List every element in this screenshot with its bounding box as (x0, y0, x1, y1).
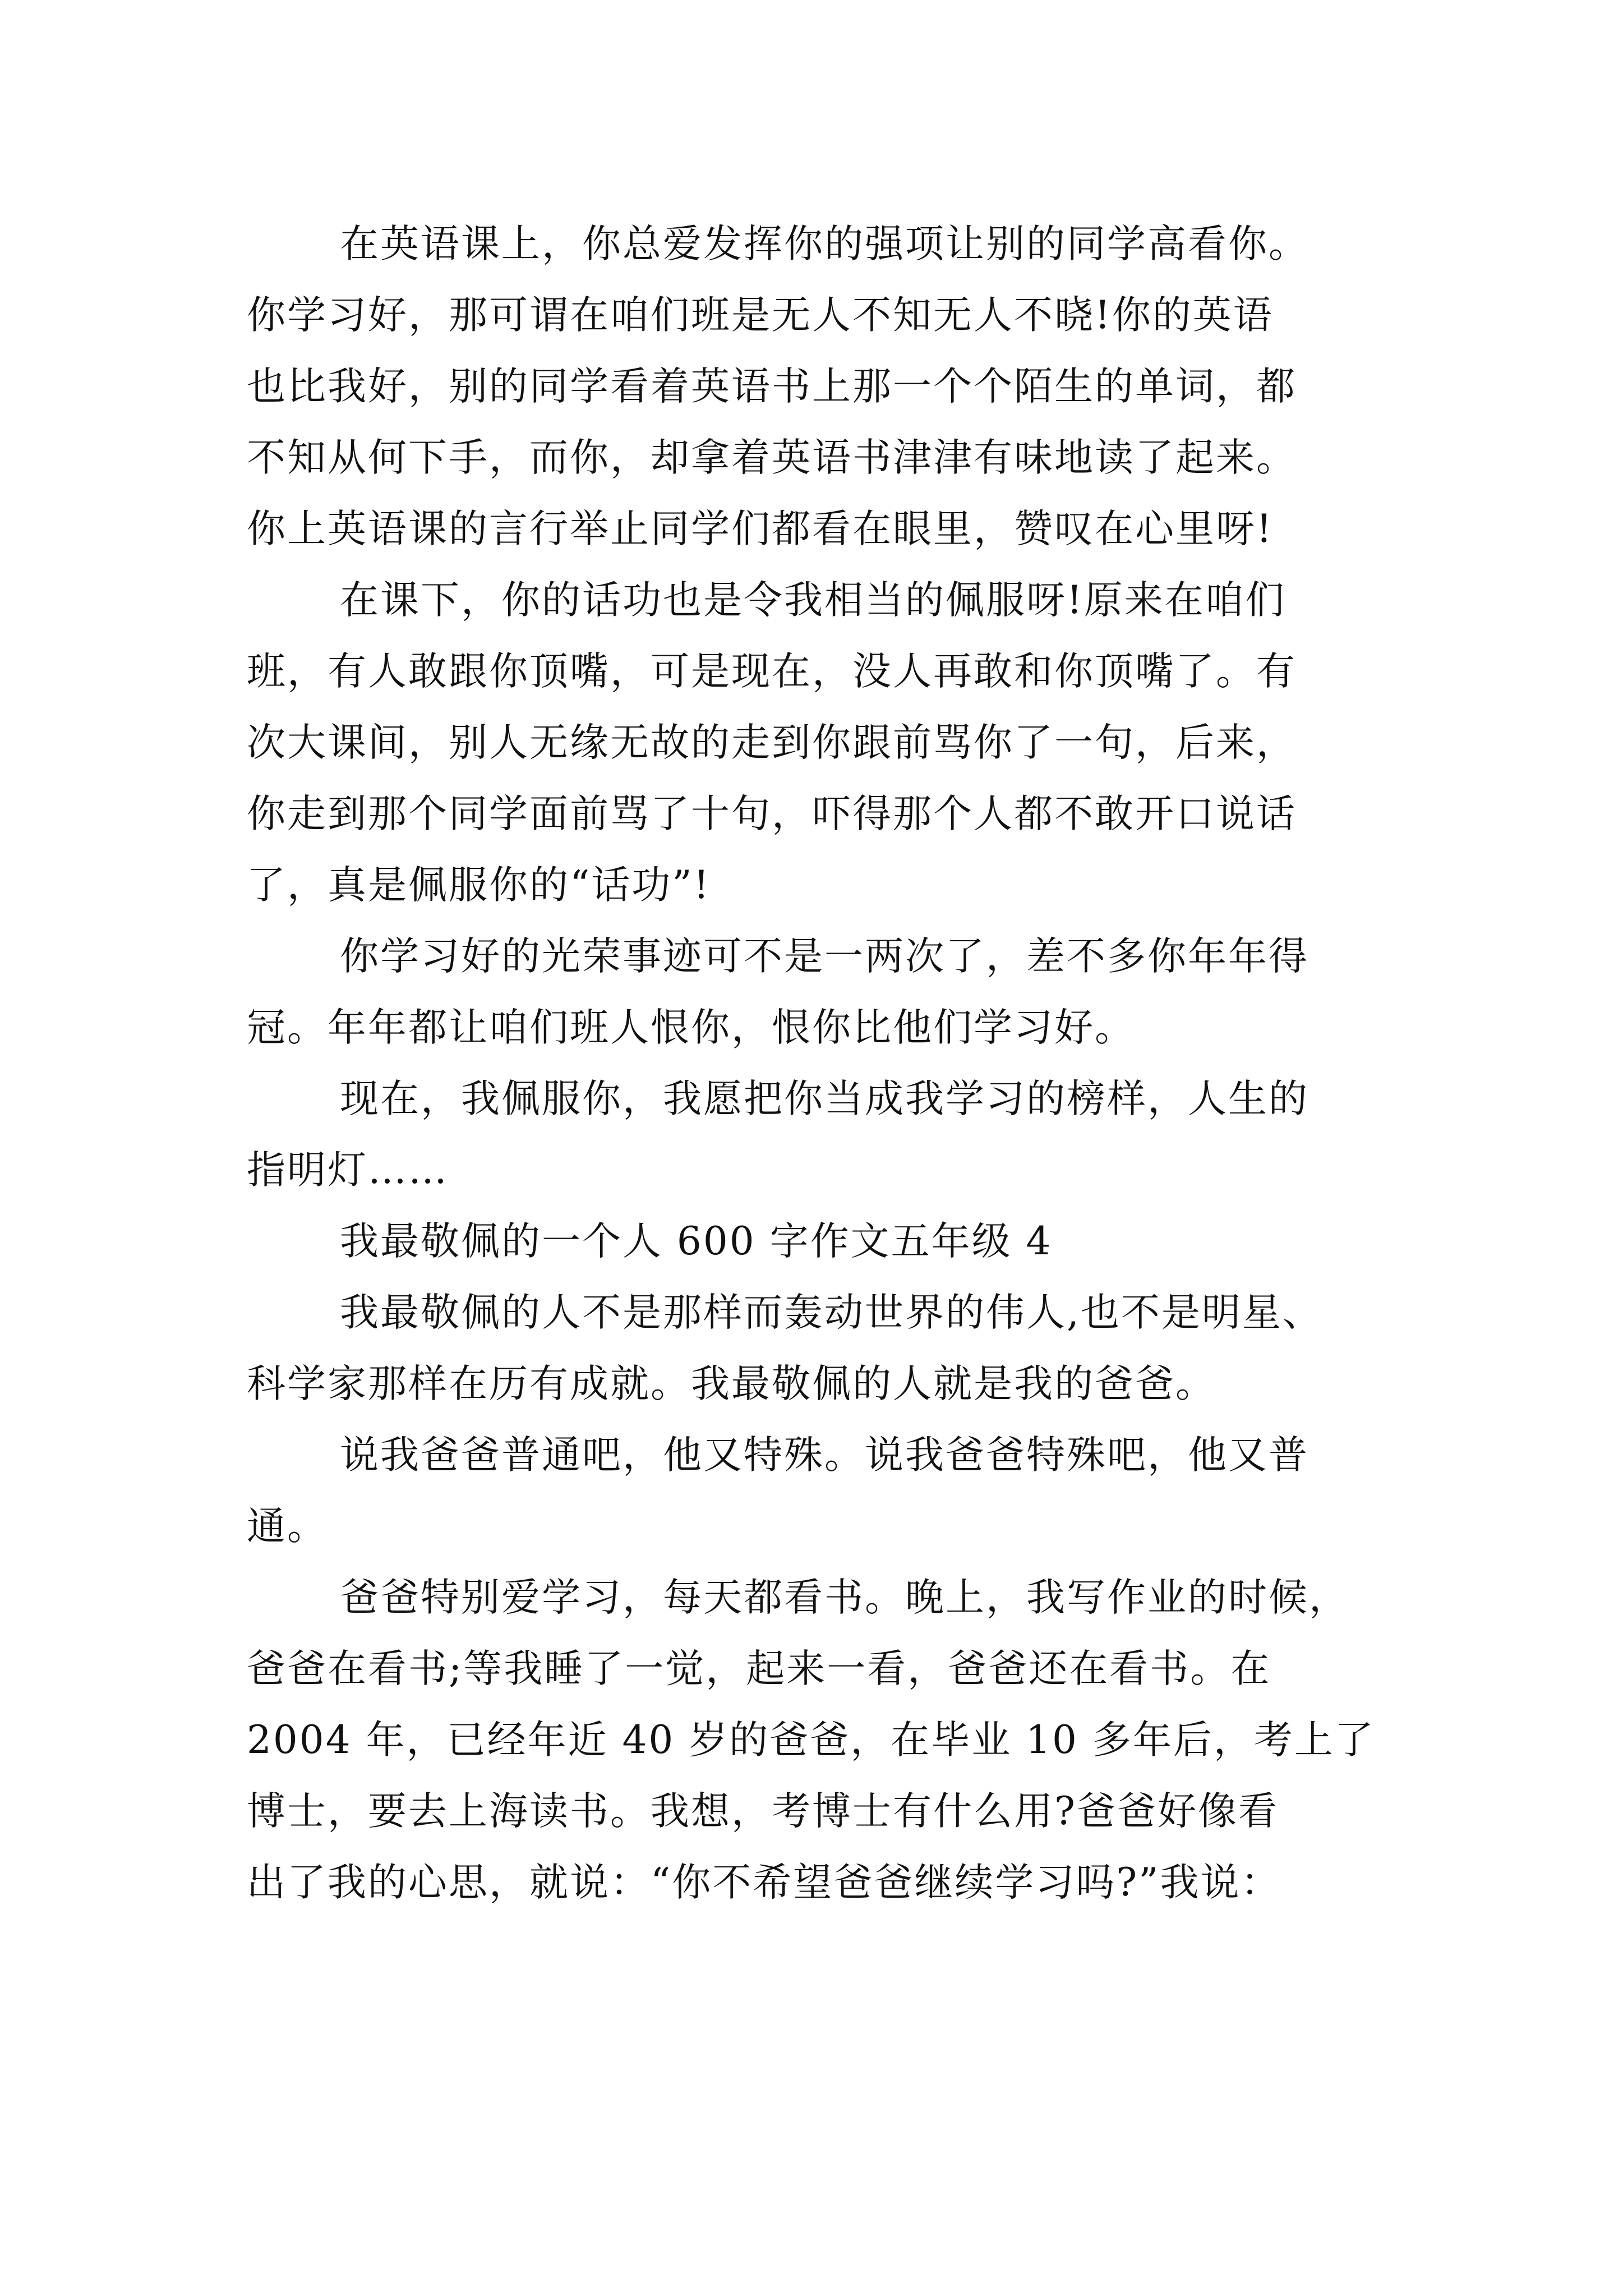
paragraph-line: 科学家那样在历有成就。我最敬佩的人就是我的爸爸。 (247, 1361, 1216, 1406)
paragraph-line: 你上英语课的言行举止同学们都看在眼里，赞叹在心里呀! (247, 507, 1274, 551)
paragraph-line: 次大课间，别人无缘无故的走到你跟前骂你了一句，后来， (247, 720, 1297, 765)
paragraph-line: 爸爸特别爱学习，每天都看书。晚上，我写作业的时候， (340, 1575, 1349, 1620)
paragraph-line: 在英语课上，你总爱发挥你的强项让别的同学高看你。 (340, 222, 1309, 266)
paragraph-line: 你走到那个同学面前骂了十句，吓得那个人都不敢开口说话 (247, 792, 1297, 836)
essay-body (247, 209, 1402, 1918)
paragraph-line: 了，真是佩服你的“话功”! (247, 863, 711, 908)
paragraph-line: 你学习好，那可谓在咱们班是无人不知无人不晓!你的英语 (247, 293, 1274, 338)
paragraph-line: 也比我好，别的同学看着英语书上那一个个陌生的单词，都 (247, 364, 1297, 409)
paragraph-line: 冠。年年都让咱们班人恨你，恨你比他们学习好。 (247, 1005, 1135, 1050)
paragraph-line: 出了我的心思，就说：“你不希望爸爸继续学习吗?”我说： (247, 1860, 1281, 1905)
paragraph-line: 我最敬佩的人不是那样而轰动世界的伟人,也不是明星、 (340, 1290, 1323, 1335)
paragraph-line: 通。 (247, 1504, 328, 1549)
paragraph-line: 2004 年，已经年近 40 岁的爸爸，在毕业 10 多年后，考上了 (247, 1718, 1375, 1763)
paragraph-line: 班，有人敢跟你顶嘴，可是现在，没人再敢和你顶嘴了。有 (247, 649, 1297, 694)
paragraph-line: 指明灯…… (247, 1148, 449, 1193)
paragraph-line: 说我爸爸普通吧，他又特殊。说我爸爸特殊吧，他又普 (340, 1433, 1309, 1478)
paragraph-line: 你学习好的光荣事迹可不是一两次了，差不多你年年得 (340, 934, 1309, 979)
paragraph-line: 在课下，你的话功也是令我相当的佩服呀!原来在咱们 (340, 578, 1286, 623)
paragraph-line: 爸爸在看书;等我睡了一觉，起来一看，爸爸还在看书。在 (247, 1646, 1271, 1691)
paragraph-line: 现在，我佩服你，我愿把你当成我学习的榜样，人生的 (340, 1076, 1309, 1121)
paragraph-line: 博士，要去上海读书。我想，考博士有什么用?爸爸好像看 (247, 1789, 1279, 1834)
essay-title: 我最敬佩的一个人 600 字作文五年级 4 (340, 1219, 1053, 1264)
paragraph-line: 不知从何下手，而你，却拿着英语书津津有味地读了起来。 (247, 435, 1297, 480)
